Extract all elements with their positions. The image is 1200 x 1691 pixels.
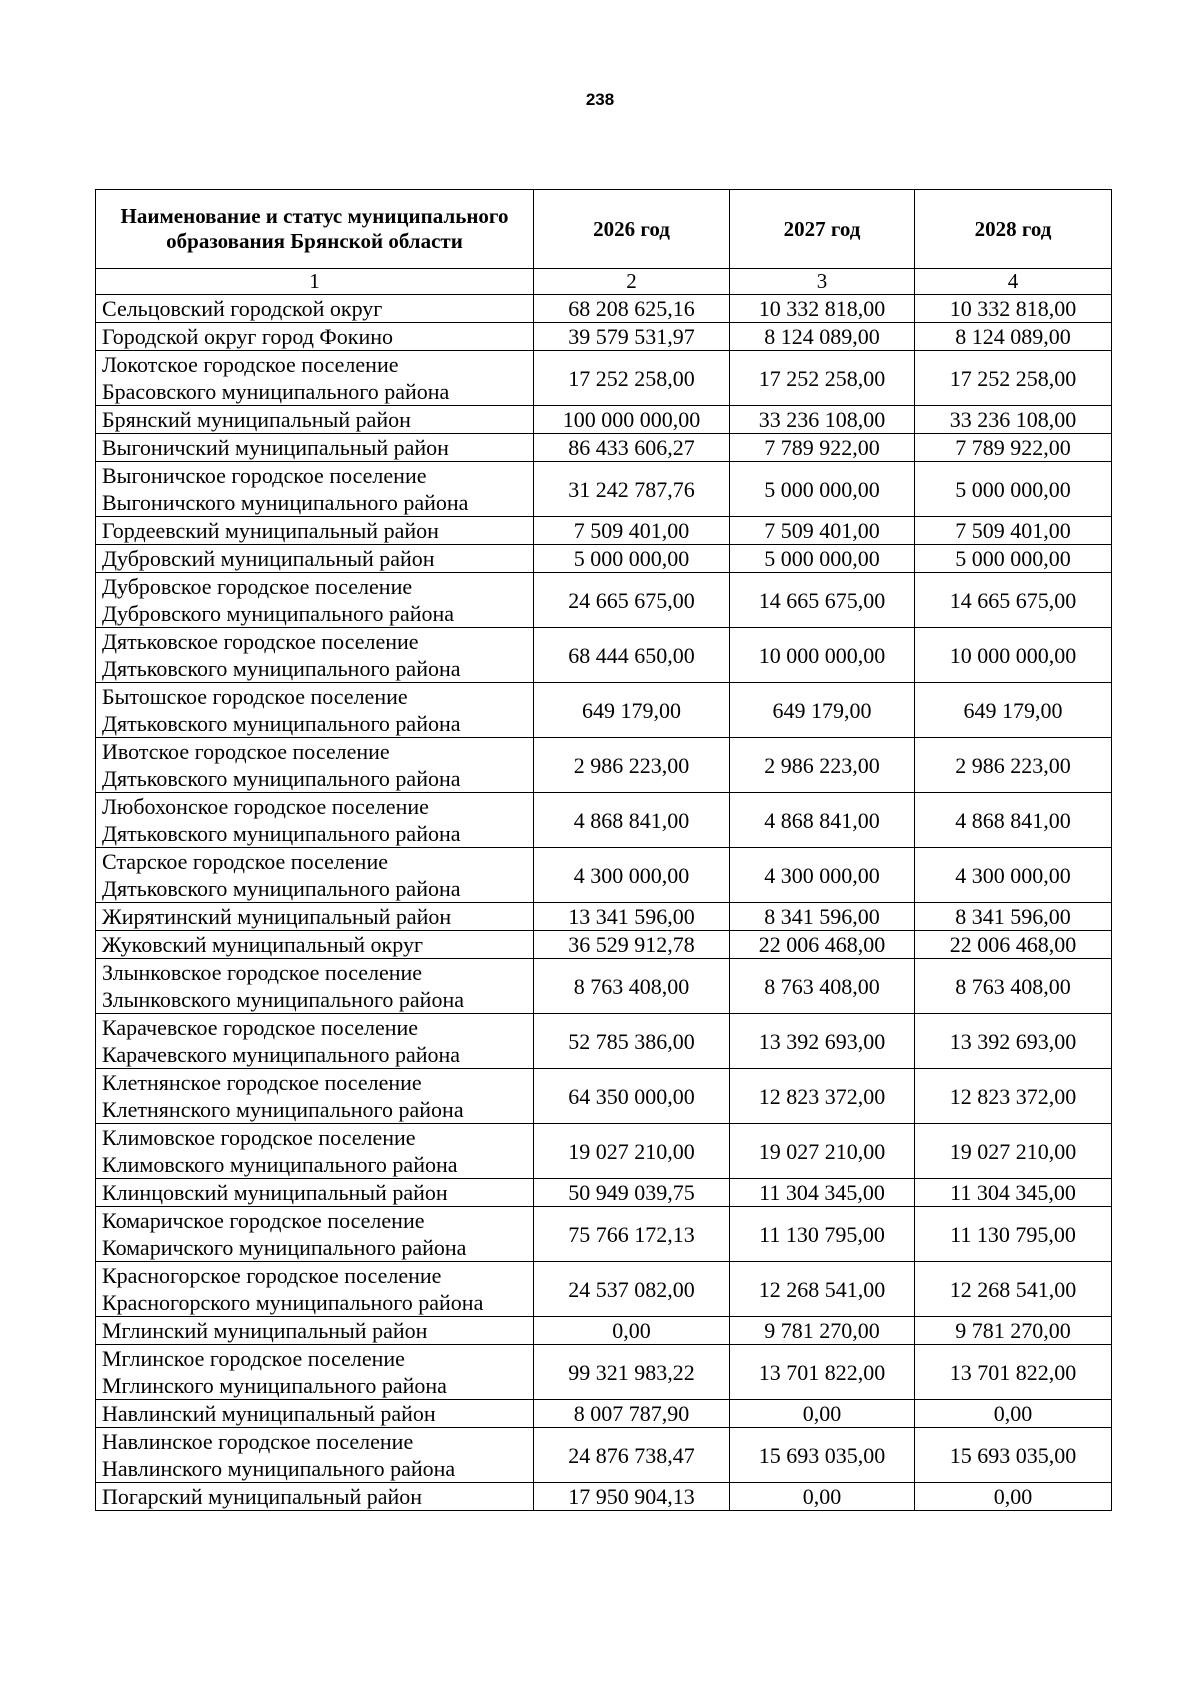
value-2027: 7 789 922,00 [730,434,915,462]
value-2027: 7 509 401,00 [730,517,915,545]
table-row [96,323,1112,351]
municipality-name [96,848,534,903]
value-2028: 12 823 372,00 [915,1069,1112,1124]
table-row [96,848,1112,903]
value-2028: 12 268 541,00 [915,1262,1112,1317]
header-2027: 2027 год [730,190,915,269]
municipality-name [96,351,534,406]
value-2028: 8 763 408,00 [915,959,1112,1014]
table-row [96,517,1112,545]
value-2026: 8 763 408,00 [534,959,730,1014]
value-2027: 5 000 000,00 [730,462,915,517]
value-2028: 13 701 822,00 [915,1345,1112,1400]
value-2028: 4 300 000,00 [915,848,1112,903]
municipality-name-line: Дятьковского муниципального района [102,711,461,736]
value-2028: 10 332 818,00 [915,295,1112,323]
municipality-name-line: Дубровский муниципальный район [102,546,435,571]
value-2027: 14 665 675,00 [730,573,915,628]
value-2026: 64 350 000,00 [534,1069,730,1124]
table-row [96,738,1112,793]
municipality-name-line: Жуковский муниципальный округ [102,932,423,957]
value-2028: 15 693 035,00 [915,1428,1112,1483]
value-2027: 4 868 841,00 [730,793,915,848]
municipality-name [96,545,534,573]
value-2026: 17 252 258,00 [534,351,730,406]
value-2026: 0,00 [534,1317,730,1345]
municipality-name-line: Любохонское городское поселение [102,794,429,819]
municipality-name [96,1345,534,1400]
table-header-row [96,190,1112,269]
value-2026: 2 986 223,00 [534,738,730,793]
column-number: 3 [730,269,915,295]
table-body [96,295,1112,1511]
value-2026: 4 300 000,00 [534,848,730,903]
municipality-name-line: Дятьковского муниципального района [102,656,461,681]
table-row [96,628,1112,683]
municipality-name-line: Брянский муниципальный район [102,407,411,432]
table-row [96,434,1112,462]
table-row [96,959,1112,1014]
value-2027: 8 763 408,00 [730,959,915,1014]
value-2026: 68 444 650,00 [534,628,730,683]
value-2027: 33 236 108,00 [730,406,915,434]
municipality-name-line: Дубровское городское поселение [102,574,413,599]
column-number: 2 [534,269,730,295]
municipality-name-line: Старское городское поселение [102,849,388,874]
value-2028: 7 789 922,00 [915,434,1112,462]
municipality-name-line: Злынковского муниципального района [102,987,464,1012]
municipality-name [96,1483,534,1511]
municipality-name [96,434,534,462]
table-row [96,573,1112,628]
value-2028: 14 665 675,00 [915,573,1112,628]
value-2027: 13 701 822,00 [730,1345,915,1400]
municipality-name [96,406,534,434]
table-row [96,793,1112,848]
municipality-name-line: Бытошское городское поселение [102,684,408,709]
municipality-name [96,1179,534,1207]
table-row [96,683,1112,738]
municipality-name-line: Навлинского муниципального района [102,1456,456,1481]
value-2026: 19 027 210,00 [534,1124,730,1179]
value-2028: 4 868 841,00 [915,793,1112,848]
table-row [96,545,1112,573]
value-2026: 75 766 172,13 [534,1207,730,1262]
municipality-name-line: Дятьковское городское поселение [102,629,419,654]
value-2026: 649 179,00 [534,683,730,738]
value-2028: 11 130 795,00 [915,1207,1112,1262]
municipality-name-line: Выгоничского муниципального района [102,490,469,515]
value-2028: 0,00 [915,1483,1112,1511]
municipality-name-line: Выгоничский муниципальный район [102,435,449,460]
value-2026: 7 509 401,00 [534,517,730,545]
municipality-name [96,323,534,351]
value-2028: 11 304 345,00 [915,1179,1112,1207]
municipality-name [96,1317,534,1345]
value-2027: 10 000 000,00 [730,628,915,683]
value-2026: 17 950 904,13 [534,1483,730,1511]
municipality-name [96,738,534,793]
table-row [96,295,1112,323]
municipality-name-line: Злынковское городское поселение [102,960,423,985]
value-2026: 68 208 625,16 [534,295,730,323]
value-2026: 8 007 787,90 [534,1400,730,1428]
table-row [96,1262,1112,1317]
municipality-name [96,1207,534,1262]
column-number: 1 [96,269,534,295]
municipality-name [96,1124,534,1179]
municipality-name-line: Красногорское городское поселение [102,1263,442,1288]
value-2026: 5 000 000,00 [534,545,730,573]
value-2028: 0,00 [915,1400,1112,1428]
value-2027: 22 006 468,00 [730,931,915,959]
table-row [96,351,1112,406]
municipality-name [96,1428,534,1483]
municipality-name-line: Мглинский муниципальный район [102,1318,428,1343]
table-row [96,462,1112,517]
municipality-name-line: Дятьковского муниципального района [102,876,461,901]
table-row [96,1207,1112,1262]
municipality-name-line: Климовского муниципального района [102,1152,458,1177]
value-2027: 19 027 210,00 [730,1124,915,1179]
value-2026: 86 433 606,27 [534,434,730,462]
header-name: Наименование и статус муниципального образования Брянской области [96,190,534,269]
municipality-name-line: Красногорского муниципального района [102,1290,484,1315]
value-2026: 50 949 039,75 [534,1179,730,1207]
municipality-name [96,683,534,738]
value-2026: 24 876 738,47 [534,1428,730,1483]
header-2028: 2028 год [915,190,1112,269]
municipality-name-line: Ивотское городское поселение [102,739,390,764]
value-2026: 24 665 675,00 [534,573,730,628]
value-2026: 24 537 082,00 [534,1262,730,1317]
value-2026: 31 242 787,76 [534,462,730,517]
municipality-name-line: Карачевского муниципального района [102,1042,461,1067]
value-2026: 52 785 386,00 [534,1014,730,1069]
value-2027: 4 300 000,00 [730,848,915,903]
value-2027: 8 341 596,00 [730,903,915,931]
table-row [96,1069,1112,1124]
municipality-name-line: Навлинское городское поселение [102,1429,414,1454]
table-row [96,903,1112,931]
value-2028: 10 000 000,00 [915,628,1112,683]
municipality-name-line: Комаричского муниципального района [102,1235,467,1260]
municipality-name [96,931,534,959]
value-2027: 649 179,00 [730,683,915,738]
value-2026: 36 529 912,78 [534,931,730,959]
municipality-name-line: Мглинского муниципального района [102,1373,447,1398]
municipality-name-line: Брасовского муниципального района [102,379,450,404]
value-2027: 2 986 223,00 [730,738,915,793]
municipality-name-line: Комаричское городское поселение [102,1208,425,1233]
table-row [96,1124,1112,1179]
value-2028: 19 027 210,00 [915,1124,1112,1179]
municipality-name-line: Сельцовский городской округ [102,296,383,321]
value-2028: 8 124 089,00 [915,323,1112,351]
municipality-name-line: Погарский муниципальный район [102,1484,423,1509]
value-2026: 4 868 841,00 [534,793,730,848]
table-row [96,1179,1112,1207]
value-2028: 2 986 223,00 [915,738,1112,793]
municipality-name-line: Климовское городское поселение [102,1125,416,1150]
municipality-name-line: Клинцовский муниципальный район [102,1180,448,1205]
table-row [96,1400,1112,1428]
value-2028: 9 781 270,00 [915,1317,1112,1345]
value-2027: 0,00 [730,1400,915,1428]
value-2028: 7 509 401,00 [915,517,1112,545]
value-2028: 5 000 000,00 [915,462,1112,517]
column-number: 4 [915,269,1112,295]
value-2027: 9 781 270,00 [730,1317,915,1345]
municipality-name-line: Клетнянского муниципального района [102,1097,464,1122]
municipality-name [96,903,534,931]
value-2027: 0,00 [730,1483,915,1511]
municipality-name-line: Мглинское городское поселение [102,1346,405,1371]
municipality-name [96,959,534,1014]
value-2027: 11 130 795,00 [730,1207,915,1262]
value-2028: 5 000 000,00 [915,545,1112,573]
municipality-name-line: Карачевское городское поселение [102,1015,419,1040]
municipality-name-line: Гордеевский муниципальный район [102,518,439,543]
page-number: 238 [585,90,615,109]
value-2028: 33 236 108,00 [915,406,1112,434]
value-2027: 15 693 035,00 [730,1428,915,1483]
table-row [96,1317,1112,1345]
value-2027: 8 124 089,00 [730,323,915,351]
municipality-name-line: Клетнянское городское поселение [102,1070,422,1095]
municipality-name-line: Локотское городское поселение [102,352,399,377]
municipality-name-line: Городской округ город Фокино [102,324,394,349]
municipality-name-line: Дятьковского муниципального района [102,766,461,791]
municipality-name [96,462,534,517]
value-2026: 13 341 596,00 [534,903,730,931]
header-2026: 2026 год [534,190,730,269]
value-2028: 8 341 596,00 [915,903,1112,931]
budget-table [95,189,1112,1511]
value-2027: 5 000 000,00 [730,545,915,573]
value-2028: 649 179,00 [915,683,1112,738]
value-2027: 12 823 372,00 [730,1069,915,1124]
table-row [96,1428,1112,1483]
value-2027: 12 268 541,00 [730,1262,915,1317]
municipality-name [96,628,534,683]
value-2028: 22 006 468,00 [915,931,1112,959]
value-2027: 11 304 345,00 [730,1179,915,1207]
municipality-name [96,573,534,628]
value-2027: 10 332 818,00 [730,295,915,323]
table-row [96,1483,1112,1511]
municipality-name [96,295,534,323]
value-2027: 13 392 693,00 [730,1014,915,1069]
value-2027: 17 252 258,00 [730,351,915,406]
municipality-name-line: Выгоничское городское поселение [102,463,427,488]
municipality-name-line: Дубровского муниципального района [102,601,455,626]
value-2028: 13 392 693,00 [915,1014,1112,1069]
value-2028: 17 252 258,00 [915,351,1112,406]
table-row [96,406,1112,434]
table-row [96,931,1112,959]
municipality-name [96,1400,534,1428]
value-2026: 100 000 000,00 [534,406,730,434]
municipality-name-line: Навлинский муниципальный район [102,1401,436,1426]
table-row [96,1345,1112,1400]
municipality-name [96,1014,534,1069]
value-2026: 99 321 983,22 [534,1345,730,1400]
municipality-name [96,1069,534,1124]
municipality-name [96,517,534,545]
value-2026: 39 579 531,97 [534,323,730,351]
table-row [96,1014,1112,1069]
municipality-name [96,1262,534,1317]
municipality-name-line: Дятьковского муниципального района [102,821,461,846]
municipality-name-line: Жирятинский муниципальный район [102,904,452,929]
municipality-name [96,793,534,848]
column-number-row [96,269,1112,295]
